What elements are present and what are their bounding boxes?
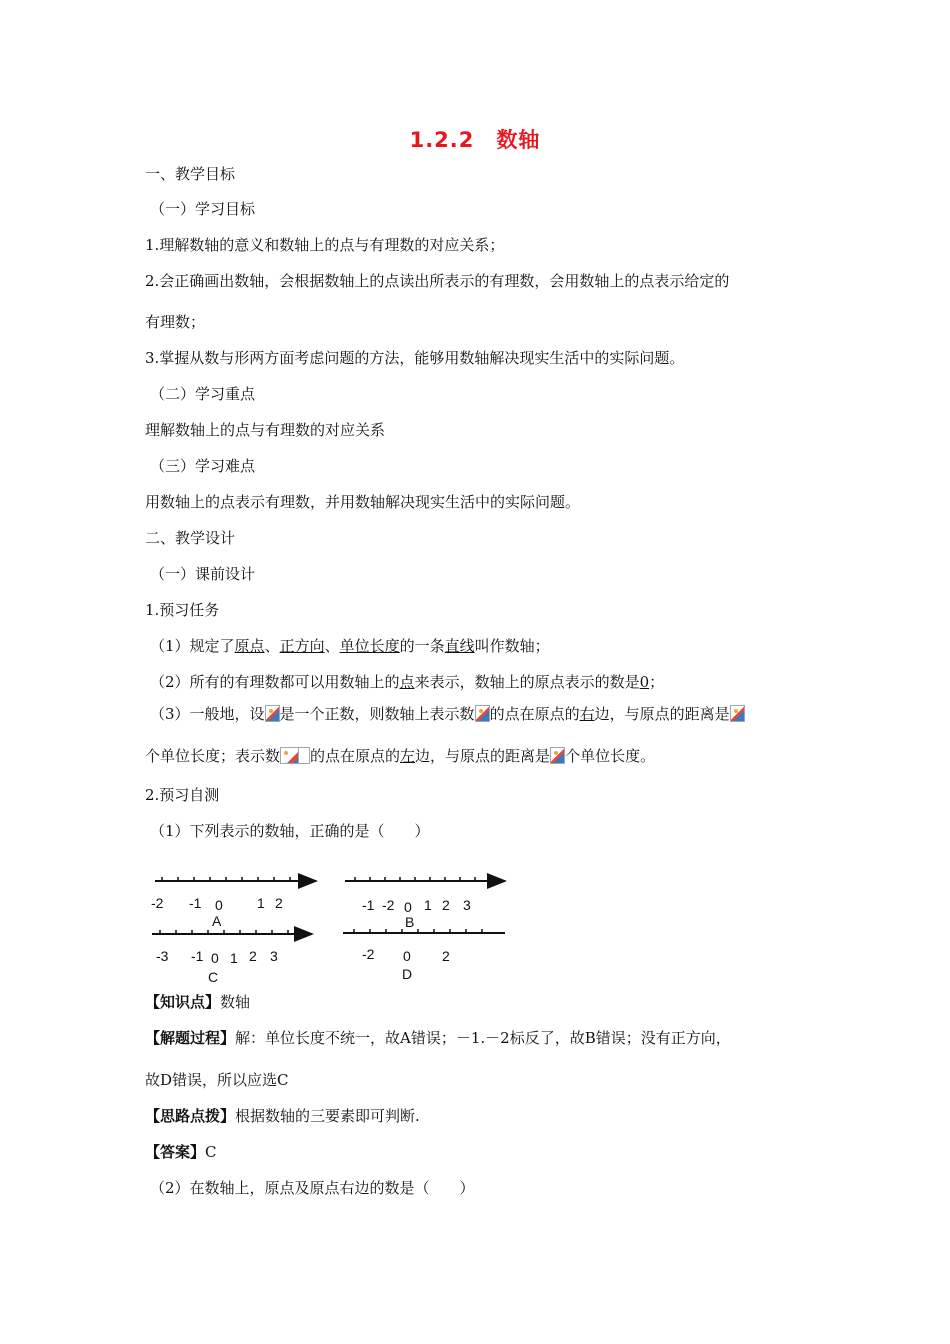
formula-image-icon bbox=[280, 747, 310, 764]
preview-task-heading: 1.预习任务 bbox=[145, 601, 220, 619]
solution-process: 【解题过程】解：单位长度不统一，故A错误；－1.－2标反了，故B错误；没有正方向， bbox=[145, 1029, 731, 1047]
formula-image-icon bbox=[730, 705, 745, 722]
tick-label: 1 bbox=[257, 895, 265, 911]
question-2: （2）在数轴上，原点及原点右边的数是（ ） bbox=[150, 1179, 475, 1197]
tick-label: -1 bbox=[189, 895, 202, 911]
subheading-difficulties: （三）学习难点 bbox=[150, 457, 256, 475]
number-line-figure bbox=[140, 866, 520, 990]
tick-label: 3 bbox=[270, 948, 278, 964]
option-letter-d: D bbox=[402, 966, 413, 982]
heading-design: 二、教学设计 bbox=[145, 529, 236, 547]
option-letter-b: B bbox=[405, 914, 415, 930]
formula-image-icon bbox=[550, 747, 565, 764]
task-item-3: （3）一般地，设 是一个正数，则数轴上表示数 的点在原点的右边，与原点的距离是 bbox=[150, 704, 745, 724]
tick-label: -2 bbox=[362, 946, 375, 962]
tick-label: -3 bbox=[156, 948, 169, 964]
goal-3: 3.掌握从数与形两方面考虑问题的方法，能够用数轴解决现实生活中的实际问题。 bbox=[145, 349, 685, 367]
tick-label: 2 bbox=[249, 948, 257, 964]
number-line-d bbox=[343, 929, 505, 982]
answer: 【答案】C bbox=[145, 1143, 217, 1161]
tick-label: 0 bbox=[403, 948, 411, 964]
tick-label: 2 bbox=[275, 895, 283, 911]
tick-label: 0 bbox=[215, 897, 223, 913]
knowledge-point: 【知识点】数轴 bbox=[145, 993, 251, 1011]
key-point: 理解数轴上的点与有理数的对应关系 bbox=[145, 421, 386, 439]
tick-label: 0 bbox=[211, 950, 219, 966]
tick-label: 1 bbox=[424, 897, 432, 913]
goal-1: 1.理解数轴的意义和数轴上的点与有理数的对应关系； bbox=[145, 236, 505, 254]
tick-label: 1 bbox=[230, 950, 238, 966]
subheading-key-points: （二）学习重点 bbox=[150, 385, 256, 403]
task-item-1: （1）规定了原点、正方向、单位长度的一条直线叫作数轴； bbox=[150, 637, 550, 655]
tick-label: 2 bbox=[442, 897, 450, 913]
tick-label: 2 bbox=[442, 948, 450, 964]
tick-label: -1 bbox=[362, 897, 375, 913]
goal-2-cont: 有理数； bbox=[145, 313, 206, 331]
tick-label: -1 bbox=[191, 948, 204, 964]
task-item-2: （2）所有的有理数都可以用数轴上的点来表示，数轴上的原点表示的数是0； bbox=[150, 673, 665, 691]
solution-hint: 【思路点拨】根据数轴的三要素即可判断. bbox=[145, 1107, 420, 1125]
subheading-learning-goals: （一）学习目标 bbox=[150, 200, 256, 218]
tick-label: 3 bbox=[463, 897, 471, 913]
solution-process-cont: 故D错误，所以应选C bbox=[145, 1071, 289, 1089]
formula-image-icon bbox=[265, 705, 280, 722]
tick-label: -2 bbox=[151, 895, 164, 911]
goal-2: 2.会正确画出数轴，会根据数轴上的点读出所表示的有理数，会用数轴上的点表示给定的 bbox=[145, 272, 730, 290]
self-test-heading: 2.预习自测 bbox=[145, 786, 220, 804]
option-letter-c: C bbox=[208, 969, 219, 985]
subheading-pre-class: （一）课前设计 bbox=[150, 565, 256, 583]
heading-objectives: 一、教学目标 bbox=[145, 165, 236, 183]
question-1: （1）下列表示的数轴，正确的是（ ） bbox=[150, 822, 430, 840]
doc-title: 1.2.2 数轴 bbox=[409, 128, 541, 152]
tick-label: -2 bbox=[382, 897, 395, 913]
task-item-3-cont: 个单位长度；表示数 的点在原点的左边，与原点的距离是 个单位长度。 bbox=[145, 747, 656, 765]
number-line-a bbox=[151, 877, 316, 929]
tick-label: 0 bbox=[404, 899, 412, 915]
formula-image-icon bbox=[475, 705, 490, 722]
difficulty: 用数轴上的点表示有理数，并用数轴解决现实生活中的实际问题。 bbox=[145, 493, 581, 511]
number-line-c bbox=[152, 930, 312, 985]
number-line-b bbox=[345, 877, 505, 930]
option-letter-a: A bbox=[212, 913, 222, 929]
